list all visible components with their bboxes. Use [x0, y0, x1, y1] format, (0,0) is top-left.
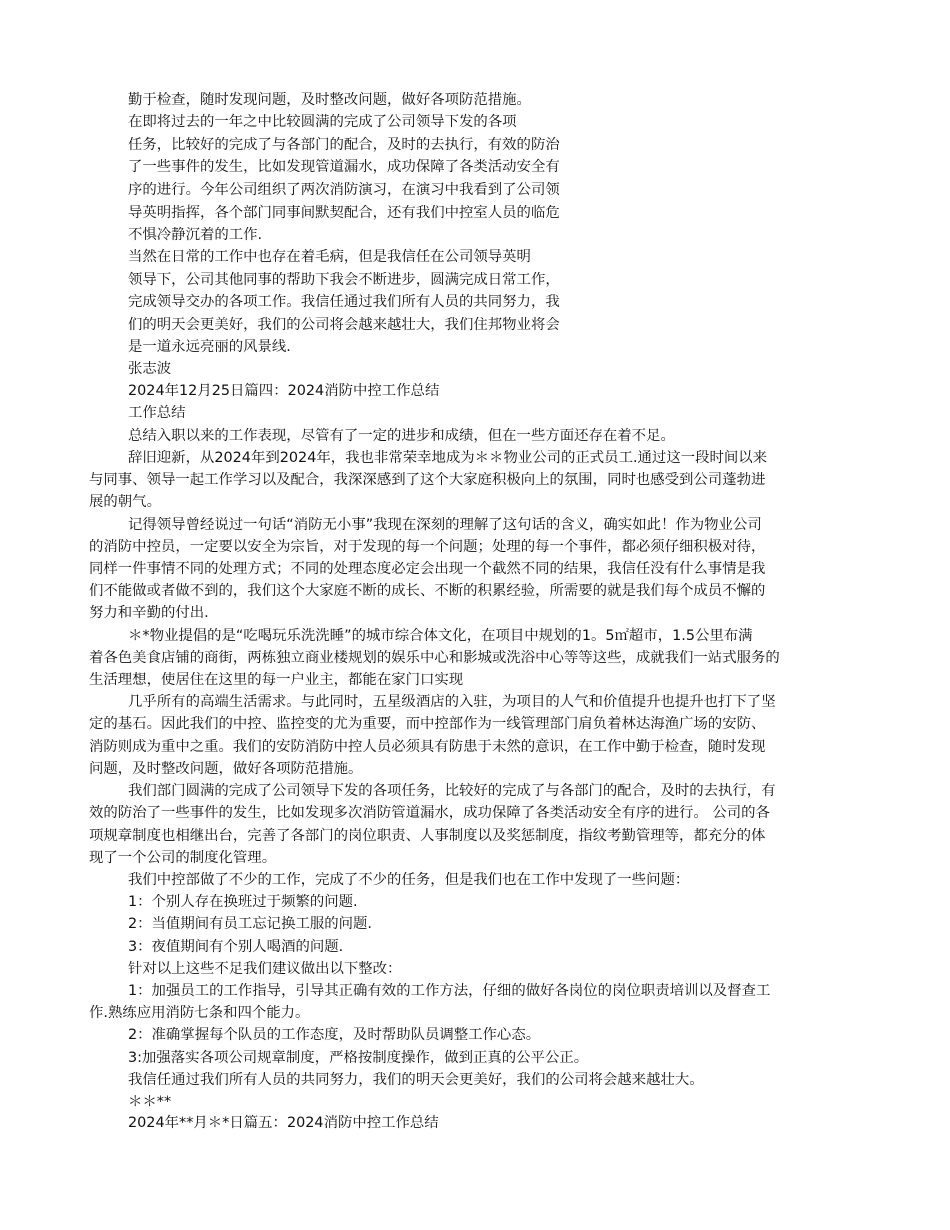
text-line: 我们中控部做了不少的工作，完成了不少的任务，但是我们也在工作中发现了一些问题：: [128, 872, 690, 888]
text-line: 的消防中控员，一定要以安全为宗旨，对于发现的每一个问题；处理的每一个事件，都必须仔细积极对待，: [89, 539, 766, 555]
section-heading: 2024年**月＊*日篇五：2024消防中控工作总结: [128, 1115, 439, 1131]
text-line: 与同事、领导一起工作学习以及配合，我深深感到了这个大家庭积极向上的氛围，同时也感受到公司蓬勃进: [89, 472, 766, 488]
text-line: 效的防治了一些事件的发生，比如发现多次消防管道漏水，成功保障了各类活动安全有序的进行。 公司的各: [89, 805, 770, 821]
text-line: 生活理想，使居住在这里的每一户业主，都能在家门口实现: [89, 672, 464, 688]
text-line: 同样一件事情不同的处理方式；不同的处理态度必定会出现一个截然不同的结果，我信任没有什么事情是我: [89, 561, 766, 577]
text-line: 现了一个公司的制度化管理。: [89, 850, 277, 866]
text-line: 问题，及时整改问题，做好各项防范措施。: [89, 761, 363, 777]
text-line: 我们部门圆满的完成了公司领导下发的各项任务，比较好的完成了与各部门的配合，及时的去执行，有: [128, 783, 776, 799]
list-item: 3：夜值期间有个别人喝酒的问题.: [128, 939, 344, 955]
text-line: 辞旧迎新，从2024年到2024年，我也非常荣幸地成为＊＊物业公司的正式员工.通过这一段时间以来: [128, 450, 768, 466]
signature-name: 张志波: [128, 361, 172, 377]
text-line: 序的进行。今年公司组织了两次消防演习，在演习中我看到了公司领: [128, 182, 560, 198]
list-item: 2：当值期间有员工忘记换工服的问题.: [128, 916, 372, 932]
text-line: 们不能做或者做不到的，我们这个大家庭不断的成长、不断的积累经验，所需要的就是我们每个成员不懈的: [89, 583, 766, 599]
text-line: 记得领导曾经说过一句话“消防无小事”我现在深刻的理解了这句话的含义，确实如此！作为物业公司: [128, 517, 762, 533]
text-line: 任务，比较好的完成了与各部门的配合，及时的去执行，有效的防治: [128, 137, 560, 153]
text-line: 了一些事件的发生，比如发现管道漏水，成功保障了各类活动安全有: [128, 159, 560, 175]
text-line: 项规章制度也相继出台，完善了各部门的岗位职责、人事制度以及奖惩制度，指纹考勤管理等，都充分的体: [89, 828, 766, 844]
text-line: 勤于检查，随时发现问题，及时整改问题，做好各项防范措施。: [128, 92, 531, 108]
text-line: 们的明天会更美好，我们的公司将会越来越壮大，我们住邦物业将会: [128, 317, 560, 333]
list-item: 3:加强落实各项公司规章制度，严格按制度操作，做到正真的公平公正。: [128, 1050, 589, 1066]
text-line: 不惧冷静沉着的工作.: [128, 227, 263, 243]
text-line: 当然在日常的工作中也存在着毛病，但是我信任在公司领导英明: [128, 249, 531, 265]
text-line: 完成领导交办的各项工作。我信任通过我们所有人员的共同努力，我: [128, 294, 560, 310]
text-line: 导英明指挥，各个部门同事间默契配合，还有我们中控室人员的临危: [128, 205, 560, 221]
text-line: 消防则成为重中之重。我们的安防消防中控人员必须具有防患于未然的意识，在工作中勤于检查，随时发现: [89, 739, 766, 755]
text-line: 作.熟练应用消防七条和四个能力。: [89, 1005, 310, 1021]
text-line: 是一道永远亮丽的风景线.: [128, 339, 291, 355]
document-title: 工作总结: [128, 405, 186, 421]
text-line: ＊＊**: [128, 1094, 172, 1110]
text-line: 几乎所有的高端生活需求。与此同时，五星级酒店的入驻，为项目的人气和价值提升也提升也打下了坚: [128, 694, 776, 710]
text-line: ＊*物业提倡的是“吃喝玩乐洗洗睡”的城市综合体文化，在项目中规划的1。5㎡超市，1.5公里布满: [128, 628, 753, 644]
text-line: 我信任通过我们所有人员的共同努力，我们的明天会更美好，我们的公司将会越来越壮大。: [128, 1072, 704, 1088]
list-item: 2：准确掌握每个队员的工作态度，及时帮助队员调整工作心态。: [128, 1027, 541, 1043]
text-line: 针对以上这些不足我们建议做出以下整改：: [128, 961, 402, 977]
text-line: 展的朝气。: [89, 494, 161, 510]
text-line: 总结入职以来的工作表现，尽管有了一定的进步和成绩，但在一些方面还存在着不足。: [128, 428, 675, 444]
list-item: 1：加强员工的工作指导，引导其正确有效的工作方法，仔细的做好各岗位的岗位职责培训以及督查工: [128, 983, 771, 999]
text-line: 定的基石。因此我们的中控、监控变的尤为重要，而中控部作为一线管理部门肩负着林达海渔广场的安防、: [89, 716, 766, 732]
text-line: 着各色美食店铺的商街，两栋独立商业楼规划的娱乐中心和影城或洗浴中心等等这些，成就我们一站式服务的: [89, 650, 780, 666]
text-line: 努力和辛勤的付出.: [89, 605, 209, 621]
text-line: 领导下，公司其他同事的帮助下我会不断进步，圆满完成日常工作，: [128, 272, 560, 288]
text-line: 在即将过去的一年之中比较圆满的完成了公司领导下发的各项: [128, 114, 517, 130]
section-heading: 2024年12月25日篇四：2024消防中控工作总结: [128, 383, 440, 399]
list-item: 1：个别人存在换班过于频繁的问题.: [128, 894, 358, 910]
